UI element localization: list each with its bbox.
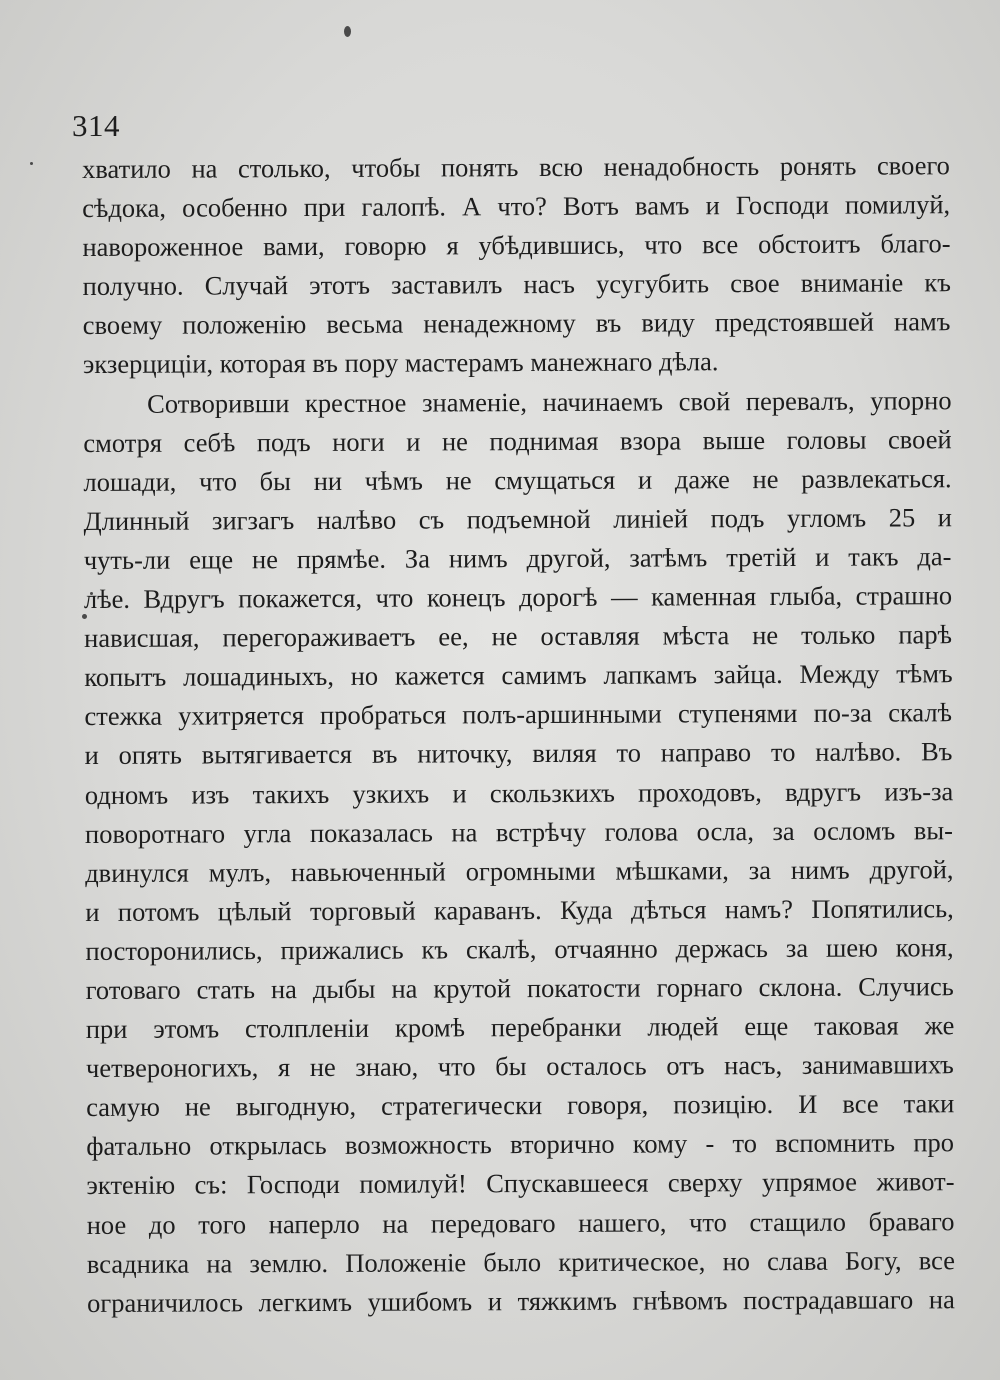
text-line: стежка ухитряется пробраться полъ-аршинными ступенями по-за скалѣ (84, 697, 953, 732)
text-line: посторонились, прижались къ скалѣ, отчаянно держась за шею коня, (85, 932, 954, 966)
text-line: чуть-ли еще не прямѣе. За нимъ другой, затѣмъ третій и такъ да- (83, 541, 952, 575)
text-line: двинулся мулъ, навьюченный огромными мѣшками, за нимъ другой, (85, 853, 954, 888)
text-line: нависшая, перегораживаетъ ее, не оставляя мѣста не только парѣ (84, 619, 952, 654)
paragraph-first-line: Сотворивши крестное знаменіе, начинаемъ свой перевалъ, упорно (147, 384, 952, 419)
text-line: Длинный зигзагъ налѣво съ подъемной линіей подъ угломъ 25 и (83, 502, 952, 536)
ink-speck (30, 162, 33, 165)
ink-speck (344, 26, 351, 37)
text-line: смотря себѣ подъ ноги и не поднимая взора выше головы своей (83, 423, 952, 458)
text-line: лошади, что бы ни чѣмъ не смущаться и даже не развлекаться. (83, 462, 952, 497)
text-line: четвероногихъ, я не знаю, что бы осталось отъ насъ, занимавшихъ (85, 1049, 954, 1084)
page-number: 314 (72, 108, 120, 143)
text-line: одномъ изъ такихъ узкихъ и скользкихъ проходовъ, вдругъ изъ-за (84, 775, 954, 810)
text-line: при этомъ столпленіи кромѣ перебранки людей еще таковая же (85, 1010, 955, 1045)
body-text (82, 146, 955, 1323)
text-line: хватило на столько, чтобы понять всю ненадобность ронять своего (82, 150, 950, 184)
text-line: всадника на землю. Положеніе было критическое, но слава Богу, все (86, 1244, 956, 1279)
text-line: получно. Случай этотъ заставилъ насъ усугубить свое вниманіе къ (82, 267, 952, 302)
text-line: лѣе. Вдругъ покажется, что конецъ дорогѣ — каменная глыба, страшно (83, 580, 953, 615)
text-line: и потомъ цѣлый торговый караванъ. Куда дѣться намъ? Попятились, (85, 892, 954, 927)
text-line: эктенію съ: Господи помилуй! Спускавшееся сверху упрямое живот- (86, 1166, 955, 1201)
text-line: своему положенію весьма ненадежному въ виду предстоявшей намъ (82, 306, 951, 341)
text-line: готоваго стать на дыбы на крутой покатости горнаго склона. Случись (85, 971, 954, 1005)
text-line: ограничилось легкимъ ушибомъ и тяжкимъ гнѣвомъ пострадавшаго на (86, 1283, 955, 1318)
text-line: сѣдока, особенно при галопѣ. А что? Вотъ вамъ и Господи помилуй, (82, 189, 951, 224)
text-line: ное до того наперло на передоваго нашего, что стащило браваго (86, 1205, 955, 1240)
text-line: фатально открылась возможность вторично кому - то вспомнить про (86, 1127, 955, 1162)
text-line: экзерциціи, которая въ пору мастерамъ манежнаго дѣла. (82, 346, 719, 380)
text-line: поворотнаго угла показалась на встрѣчу голова осла, за осломъ вы- (84, 814, 954, 849)
text-line: и опять вытягивается въ ниточку, виляя то направо то налѣво. Въ (84, 736, 953, 771)
text-line: самую не выгодную, стратегически говоря, позицію. И все таки (86, 1088, 955, 1123)
text-line: навороженное вами, говорю я убѣдившись, что все обстоитъ благо- (82, 228, 951, 263)
text-line: копытъ лошадиныхъ, но кажется самимъ лапкамъ зайца. Между тѣмъ (84, 658, 953, 693)
